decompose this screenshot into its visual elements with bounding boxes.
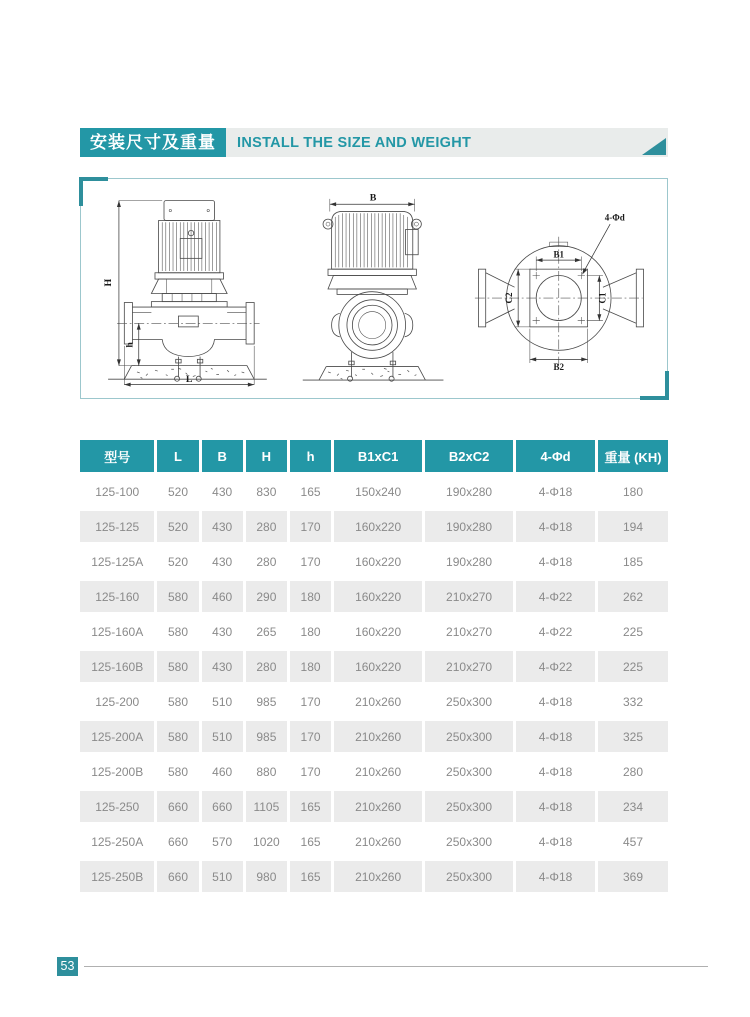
dim-label-h: h [124,341,136,348]
value-cell: 580 [157,756,198,787]
table-row [80,476,668,507]
value-cell: 160x220 [334,546,422,577]
value-cell: 250x300 [425,791,513,822]
value-cell: 262 [598,581,668,612]
value-cell: 170 [290,756,331,787]
table-row [80,651,668,682]
table-row [80,721,668,752]
value-cell: 520 [157,546,198,577]
value-cell: 4-Φ18 [516,861,595,892]
value-cell: 210x260 [334,861,422,892]
value-cell: 290 [246,581,287,612]
value-cell: 210x270 [425,581,513,612]
value-cell: 250x300 [425,826,513,857]
column-header: h [290,440,331,472]
value-cell: 210x260 [334,721,422,752]
value-cell: 180 [290,581,331,612]
value-cell: 4-Φ18 [516,546,595,577]
value-cell: 430 [202,546,243,577]
table-row [80,546,668,577]
value-cell: 4-Φ22 [516,616,595,647]
value-cell: 985 [246,721,287,752]
value-cell: 457 [598,826,668,857]
column-header: B [202,440,243,472]
value-cell: 165 [290,861,331,892]
value-cell: 4-Φ18 [516,826,595,857]
dim-label-C1: C1 [597,292,608,304]
table-row [80,861,668,892]
value-cell: 369 [598,861,668,892]
value-cell: 325 [598,721,668,752]
value-cell: 510 [202,686,243,717]
value-cell: 660 [157,791,198,822]
value-cell: 4-Φ18 [516,721,595,752]
table-header-row [80,440,668,472]
value-cell: 430 [202,476,243,507]
model-cell: 125-200 [80,686,154,717]
pump-flange-top-view-drawing [467,188,655,390]
footer-divider [84,966,708,967]
value-cell: 150x240 [334,476,422,507]
value-cell: 190x280 [425,511,513,542]
value-cell: 210x270 [425,651,513,682]
value-cell: 250x300 [425,756,513,787]
value-cell: 265 [246,616,287,647]
table-row [80,791,668,822]
value-cell: 170 [290,546,331,577]
value-cell: 210x260 [334,791,422,822]
value-cell: 660 [157,826,198,857]
value-cell: 160x220 [334,616,422,647]
value-cell: 280 [598,756,668,787]
model-cell: 125-250 [80,791,154,822]
value-cell: 210x260 [334,826,422,857]
value-cell: 280 [246,511,287,542]
value-cell: 660 [157,861,198,892]
panel-corner-accent-topleft [79,177,108,206]
value-cell: 250x300 [425,721,513,752]
table-row [80,686,668,717]
value-cell: 225 [598,651,668,682]
value-cell: 170 [290,721,331,752]
model-cell: 125-160 [80,581,154,612]
column-header: H [246,440,287,472]
value-cell: 520 [157,476,198,507]
value-cell: 180 [290,651,331,682]
value-cell: 210x260 [334,686,422,717]
column-header: 型号 [80,440,154,472]
column-header: 4-Φd [516,440,595,472]
value-cell: 570 [202,826,243,857]
column-header: B1xC1 [334,440,422,472]
value-cell: 190x280 [425,546,513,577]
value-cell: 580 [157,651,198,682]
corner-triangle-accent [642,138,666,155]
value-cell: 4-Φ18 [516,791,595,822]
value-cell: 460 [202,756,243,787]
value-cell: 332 [598,686,668,717]
value-cell: 1020 [246,826,287,857]
value-cell: 4-Φ18 [516,511,595,542]
column-header: B2xC2 [425,440,513,472]
value-cell: 580 [157,721,198,752]
value-cell: 4-Φ18 [516,476,595,507]
page-number-badge: 53 [57,957,78,976]
value-cell: 170 [290,511,331,542]
dimensions-weight-table [77,436,671,896]
value-cell: 170 [290,686,331,717]
value-cell: 660 [202,791,243,822]
dim-label-B1: B1 [553,248,565,259]
value-cell: 4-Φ18 [516,756,595,787]
dim-label-H: H [102,278,114,287]
column-header: 重量 (KH) [598,440,668,472]
value-cell: 520 [157,511,198,542]
value-cell: 280 [246,546,287,577]
value-cell: 180 [290,616,331,647]
table-body [80,476,668,892]
dim-label-bolt-holes: 4-Φd [604,211,625,222]
value-cell: 180 [598,476,668,507]
value-cell: 830 [246,476,287,507]
model-cell: 125-250B [80,861,154,892]
value-cell: 460 [202,581,243,612]
value-cell: 165 [290,476,331,507]
section-title-english: INSTALL THE SIZE AND WEIGHT [237,134,472,151]
value-cell: 165 [290,791,331,822]
model-cell: 125-200A [80,721,154,752]
table-row [80,511,668,542]
value-cell: 510 [202,861,243,892]
model-cell: 125-125 [80,511,154,542]
value-cell: 580 [157,581,198,612]
value-cell: 210x270 [425,616,513,647]
value-cell: 160x220 [334,581,422,612]
dim-label-L: L [185,373,193,385]
value-cell: 430 [202,511,243,542]
value-cell: 1105 [246,791,287,822]
value-cell: 165 [290,826,331,857]
section-title-bar [80,128,668,157]
table-row [80,756,668,787]
value-cell: 580 [157,686,198,717]
model-cell: 125-250A [80,826,154,857]
model-cell: 125-125A [80,546,154,577]
dim-label-C2: C2 [503,292,514,304]
pump-front-view-drawing [291,188,457,390]
value-cell: 190x280 [425,476,513,507]
value-cell: 250x300 [425,861,513,892]
value-cell: 234 [598,791,668,822]
column-header: L [157,440,198,472]
value-cell: 250x300 [425,686,513,717]
value-cell: 980 [246,861,287,892]
table-row [80,826,668,857]
value-cell: 160x220 [334,651,422,682]
dimension-drawings-panel [80,178,668,399]
value-cell: 4-Φ18 [516,686,595,717]
dim-label-B: B [369,192,377,204]
model-cell: 125-200B [80,756,154,787]
value-cell: 225 [598,616,668,647]
value-cell: 280 [246,651,287,682]
model-cell: 125-100 [80,476,154,507]
section-title-chinese: 安装尺寸及重量 [80,128,226,157]
model-cell: 125-160A [80,616,154,647]
dim-label-B2: B2 [553,361,565,372]
value-cell: 160x220 [334,511,422,542]
model-cell: 125-160B [80,651,154,682]
value-cell: 510 [202,721,243,752]
value-cell: 880 [246,756,287,787]
value-cell: 210x260 [334,756,422,787]
value-cell: 985 [246,686,287,717]
table-row [80,616,668,647]
value-cell: 430 [202,616,243,647]
value-cell: 4-Φ22 [516,651,595,682]
value-cell: 430 [202,651,243,682]
value-cell: 580 [157,616,198,647]
panel-corner-accent-bottomright [640,371,669,400]
table-row [80,581,668,612]
value-cell: 194 [598,511,668,542]
pump-side-view-drawing [93,188,281,390]
value-cell: 185 [598,546,668,577]
value-cell: 4-Φ22 [516,581,595,612]
